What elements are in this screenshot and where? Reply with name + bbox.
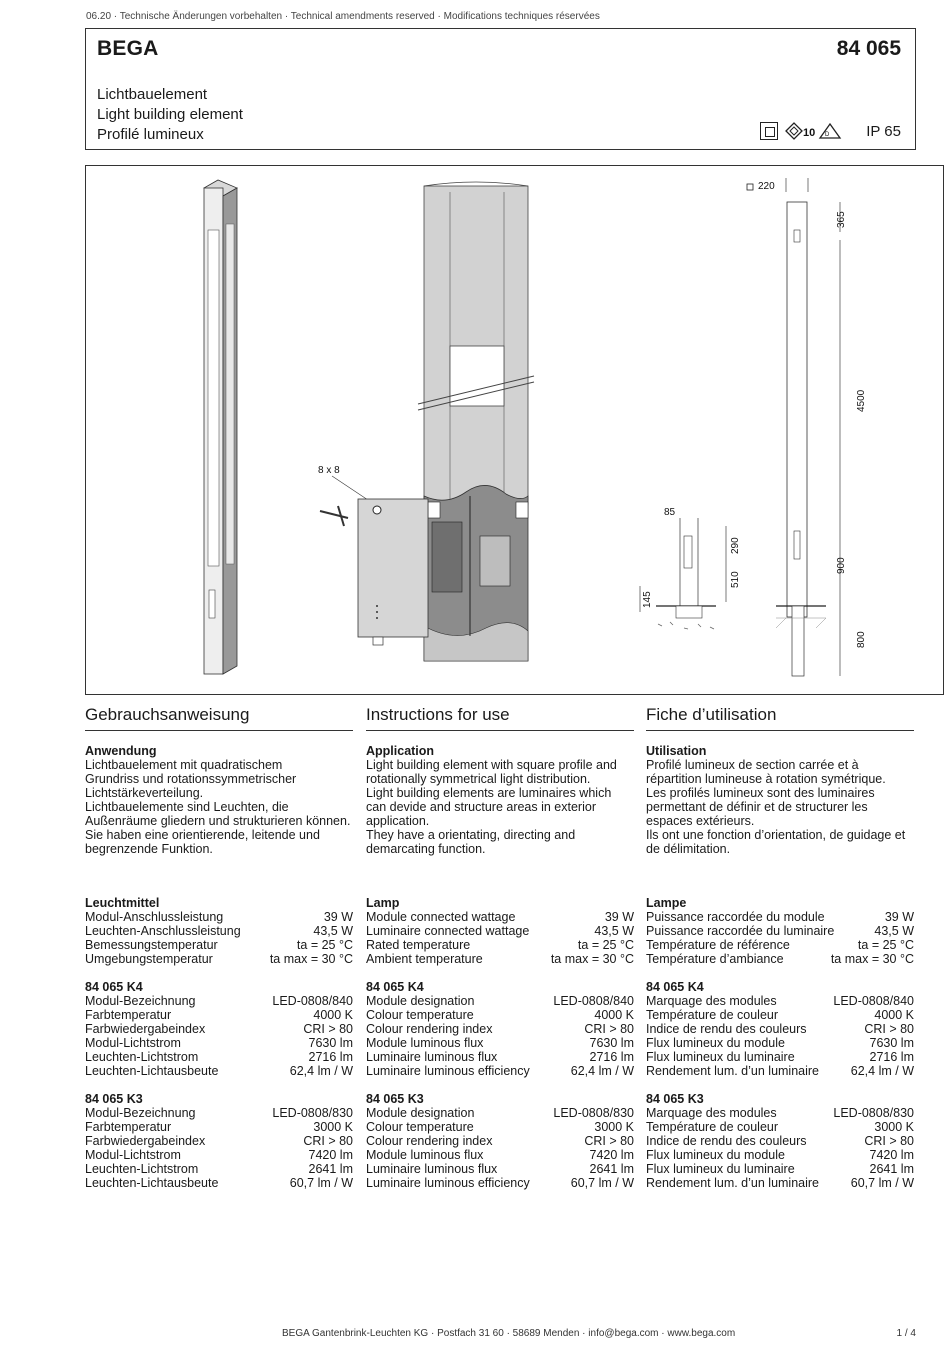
row-value: LED-0808/840 [553,994,634,1008]
row-label: Modul-Lichtstrom [85,1148,181,1162]
row-label: Marquage des modules [646,1106,777,1120]
row-value: 60,7 lm / W [570,1176,634,1190]
table-row [366,994,634,1008]
variant-k3-heading: 84 065 K3 [366,1092,424,1106]
row-label: Ambient temperature [366,952,483,966]
row-label: Température de couleur [646,1008,779,1022]
table-row [85,1008,353,1022]
row-value: ta max = 30 °C [550,952,634,966]
table-row [366,1148,634,1162]
page-number: 1 / 4 [896,1328,916,1339]
variant-k3-heading: 84 065 K3 [85,1092,143,1106]
dim-365: 365 [836,211,847,228]
table-row [646,994,914,1008]
row-value: 62,4 lm / W [850,1064,914,1078]
row-label: Rendement lum. d’un luminaire [646,1176,820,1190]
row-label: Rated temperature [366,938,471,952]
table-row [85,924,353,938]
row-label: Farbwiedergabeindex [85,1022,206,1036]
row-value: 62,4 lm / W [570,1064,634,1078]
row-value: ta = 25 °C [296,938,353,952]
table-row [366,1120,634,1134]
row-label: Farbwiedergabeindex [85,1134,206,1148]
table-row [366,1064,634,1078]
column-fr [646,705,914,1190]
row-label: Leuchten-Anschlussleistung [85,924,241,938]
row-value: 43,5 W [874,924,914,938]
dim-290: 290 [730,537,741,554]
table-row [646,1050,914,1064]
table-row [366,1050,634,1064]
text-line: can devide and structure areas in exterior [366,800,596,814]
row-label: Luminaire connected wattage [366,924,530,938]
text-line: Ils ont une fonction d’orientation, de guidage et [646,828,906,842]
protection-class-icon [760,122,778,140]
row-label: Leuchten-Lichtausbeute [85,1064,219,1078]
access-cover-view [318,465,428,645]
row-label: Module designation [366,1106,475,1120]
table-row [85,1120,353,1134]
text-line: begrenzende Funktion. [85,842,213,856]
row-value: 62,4 lm / W [289,1064,353,1078]
table-row [366,938,634,952]
product-names [97,85,243,145]
variant-k3-table [646,1106,914,1190]
table-row [85,1022,353,1036]
table-row [85,910,353,924]
product-name-en: Light building element [97,106,243,123]
product-name-fr: Profilé lumineux [97,126,204,143]
column-title: Gebrauchsanweisung [85,705,353,731]
row-value: 7420 lm [869,1148,914,1162]
row-label: Umgebungstemperatur [85,952,213,966]
table-row [646,1134,914,1148]
dim-145: 145 [642,591,653,608]
application-text [366,758,634,856]
text-line: Lichtbauelemente sind Leuchten, die [85,800,289,814]
text-line: application. [366,814,430,828]
text-line: Light building element with square profile and [366,758,617,772]
row-value: 2641 lm [308,1162,353,1176]
table-row [366,910,634,924]
foundation-detail [640,507,741,629]
row-value: 7420 lm [589,1148,634,1162]
row-label: Leuchten-Lichtausbeute [85,1176,219,1190]
row-label: Luminaire luminous flux [366,1162,498,1176]
row-label: Luminaire luminous efficiency [366,1176,530,1190]
row-value: ta max = 30 °C [269,952,353,966]
lamp-heading: Lampe [646,896,687,910]
table-row [646,938,914,952]
variant-k3-table [366,1106,634,1190]
table-row [366,924,634,938]
row-value: LED-0808/840 [833,994,914,1008]
product-name-de: Lichtbauelement [97,86,208,103]
table-row [646,924,914,938]
row-value: 7420 lm [308,1148,353,1162]
dim-800: 800 [856,631,867,648]
dim-510: 510 [730,571,741,588]
column-en [366,705,634,1190]
revision-note: 06.20 · Technische Änderungen vorbehalten · Technical amendments reserved · Modifications techniques réservées [86,11,600,22]
table-row [85,1162,353,1176]
table-row [646,910,914,924]
row-label: Luminaire luminous efficiency [366,1064,530,1078]
text-line: Außenräume gliedern und strukturieren können. [85,814,351,828]
row-label: Colour rendering index [366,1022,493,1036]
table-row [85,1036,353,1050]
row-value: LED-0808/830 [833,1106,914,1120]
row-value: 43,5 W [313,924,353,938]
row-value: 60,7 lm / W [850,1176,914,1190]
row-value: 2716 lm [869,1050,914,1064]
row-value: 60,7 lm / W [289,1176,353,1190]
row-value: LED-0808/830 [553,1106,634,1120]
row-label: Module connected wattage [366,910,516,924]
row-value: ta = 25 °C [577,938,634,952]
table-row [85,1106,353,1120]
row-value: 39 W [604,910,634,924]
row-label: Indice de rendu des couleurs [646,1134,807,1148]
table-row [366,1008,634,1022]
row-label: Modul-Bezeichnung [85,994,196,1008]
table-row [646,1106,914,1120]
ip-rating: IP 65 [866,122,901,140]
table-row [646,1120,914,1134]
text-line: Lichtstärkeverteilung. [85,786,204,800]
variant-k4-table [366,994,634,1078]
text-line: Les profilés lumineux sont des luminaires [646,786,875,800]
row-label: Farbtemperatur [85,1008,172,1022]
table-row [646,1008,914,1022]
table-row [85,938,353,952]
table-row [366,1022,634,1036]
row-value: CRI > 80 [584,1134,634,1148]
row-label: Leuchten-Lichtstrom [85,1162,199,1176]
dimensioned-elevation [747,178,867,676]
text-line: Light building elements are luminaires which [366,786,612,800]
row-value: 43,5 W [594,924,634,938]
row-value: 2716 lm [308,1050,353,1064]
row-label: Flux lumineux du luminaire [646,1050,795,1064]
variant-k4-table [85,994,353,1078]
row-label: Module luminous flux [366,1148,484,1162]
row-label: Modul-Anschlussleistung [85,910,224,924]
table-row [366,1106,634,1120]
row-value: 3000 K [313,1120,353,1134]
table-row [366,1176,634,1190]
row-value: CRI > 80 [303,1022,353,1036]
row-value: 4000 K [874,1008,914,1022]
row-value: 2641 lm [869,1162,914,1176]
row-label: Modul-Bezeichnung [85,1106,196,1120]
row-label: Modul-Lichtstrom [85,1036,181,1050]
text-line: Grundriss und rotationssymmetrischer [85,772,297,786]
row-value: CRI > 80 [303,1134,353,1148]
variant-k4-heading: 84 065 K4 [85,980,143,994]
text-line: demarcating function. [366,842,486,856]
row-label: Indice de rendu des couleurs [646,1022,807,1036]
table-row [85,994,353,1008]
row-value: LED-0808/840 [272,994,353,1008]
text-line: They have a orientating, directing and [366,828,576,842]
certification-marks [760,121,901,141]
text-line: permettant de définir et de structurer les [646,800,868,814]
row-label: Marquage des modules [646,994,777,1008]
row-value: 2641 lm [589,1162,634,1176]
row-value: ta = 25 °C [857,938,914,952]
row-label: Rendement lum. d’un luminaire [646,1064,820,1078]
row-value: LED-0808/830 [272,1106,353,1120]
table-row [646,952,914,966]
table-row [85,1176,353,1190]
row-value: CRI > 80 [864,1022,914,1036]
impact-rating-value: 10 [803,127,816,139]
row-label: Colour temperature [366,1120,474,1134]
text-line: rotationally symmetrical light distribution. [366,772,591,786]
dim-4500: 4500 [856,389,867,412]
row-value: 7630 lm [869,1036,914,1050]
row-label: Température de référence [646,938,790,952]
table-row [85,1148,353,1162]
row-label: Farbtemperatur [85,1120,172,1134]
technical-drawing [86,166,945,696]
row-label: Puissance raccordée du luminaire [646,924,835,938]
table-row [646,1036,914,1050]
dim-900: 900 [836,557,847,574]
row-label: Colour rendering index [366,1134,493,1148]
row-label: Leuchten-Lichtstrom [85,1050,199,1064]
row-label: Température de couleur [646,1120,779,1134]
lamp-table [646,910,914,966]
lamp-table [366,910,634,966]
column-3d-view [204,180,237,674]
table-row [85,1050,353,1064]
article-number: 84 065 [836,37,901,60]
row-label: Colour temperature [366,1008,474,1022]
variant-k3-table [85,1106,353,1190]
column-title: Instructions for use [366,705,634,731]
row-value: 39 W [323,910,353,924]
row-label: Module luminous flux [366,1036,484,1050]
row-value: 3000 K [874,1120,914,1134]
text-line: de délimitation. [646,842,731,856]
row-label: Luminaire luminous flux [366,1050,498,1064]
svg-text:D: D [825,132,830,138]
pole-detail-view [418,182,534,661]
variant-k4-heading: 84 065 K4 [366,980,424,994]
row-value: 3000 K [594,1120,634,1134]
table-row [646,1064,914,1078]
row-label: Flux lumineux du module [646,1148,785,1162]
text-line: répartition lumineuse à rotation symétrique. [646,772,886,786]
row-value: ta max = 30 °C [830,952,914,966]
row-value: CRI > 80 [584,1022,634,1036]
table-row [366,1134,634,1148]
table-row [85,1064,353,1078]
row-label: Flux lumineux du luminaire [646,1162,795,1176]
dim-220: 220 [758,181,775,192]
row-value: 39 W [884,910,914,924]
row-label: Bemessungstemperatur [85,938,218,952]
key-size-label: 8 x 8 [318,465,340,476]
text-line: Sie haben eine orientierende, leitende und [85,828,320,842]
text-line: Profilé lumineux de section carrée et à [646,758,859,772]
table-row [646,1162,914,1176]
row-label: Flux lumineux du module [646,1036,785,1050]
table-row [85,952,353,966]
variant-k4-table [646,994,914,1078]
variant-k4-heading: 84 065 K4 [646,980,704,994]
table-row [366,952,634,966]
column-title: Fiche d’utilisation [646,705,914,731]
row-value: 2716 lm [589,1050,634,1064]
application-heading: Anwendung [85,744,157,758]
application-text [646,758,914,856]
row-value: 4000 K [594,1008,634,1022]
lamp-heading: Leuchtmittel [85,896,160,910]
row-value: 7630 lm [589,1036,634,1050]
dim-85: 85 [664,507,676,518]
application-text [85,758,353,856]
row-label: Module designation [366,994,475,1008]
column-de [85,705,353,1190]
brand-name: BEGA [97,37,159,60]
company-address: BEGA Gantenbrink-Leuchten KG · Postfach 31 60 · 58689 Menden · info@bega.com · www.bega.com [282,1328,736,1339]
table-row [646,1148,914,1162]
text-line: Lichtbauelement mit quadratischem [85,758,283,772]
table-row [85,1134,353,1148]
row-value: CRI > 80 [864,1134,914,1148]
application-heading: Utilisation [646,744,707,758]
product-drawing [85,165,944,695]
row-value: 7630 lm [308,1036,353,1050]
lamp-table [85,910,353,966]
lamp-heading: Lamp [366,896,400,910]
impact-rating-icon [784,121,844,141]
variant-k3-heading: 84 065 K3 [646,1092,704,1106]
table-row [366,1162,634,1176]
application-heading: Application [366,744,435,758]
row-label: Puissance raccordée du module [646,910,825,924]
product-header [85,28,916,150]
table-row [646,1176,914,1190]
row-label: Température d’ambiance [646,952,784,966]
table-row [366,1036,634,1050]
text-line: espaces extérieurs. [646,814,755,828]
table-row [646,1022,914,1036]
row-value: 4000 K [313,1008,353,1022]
